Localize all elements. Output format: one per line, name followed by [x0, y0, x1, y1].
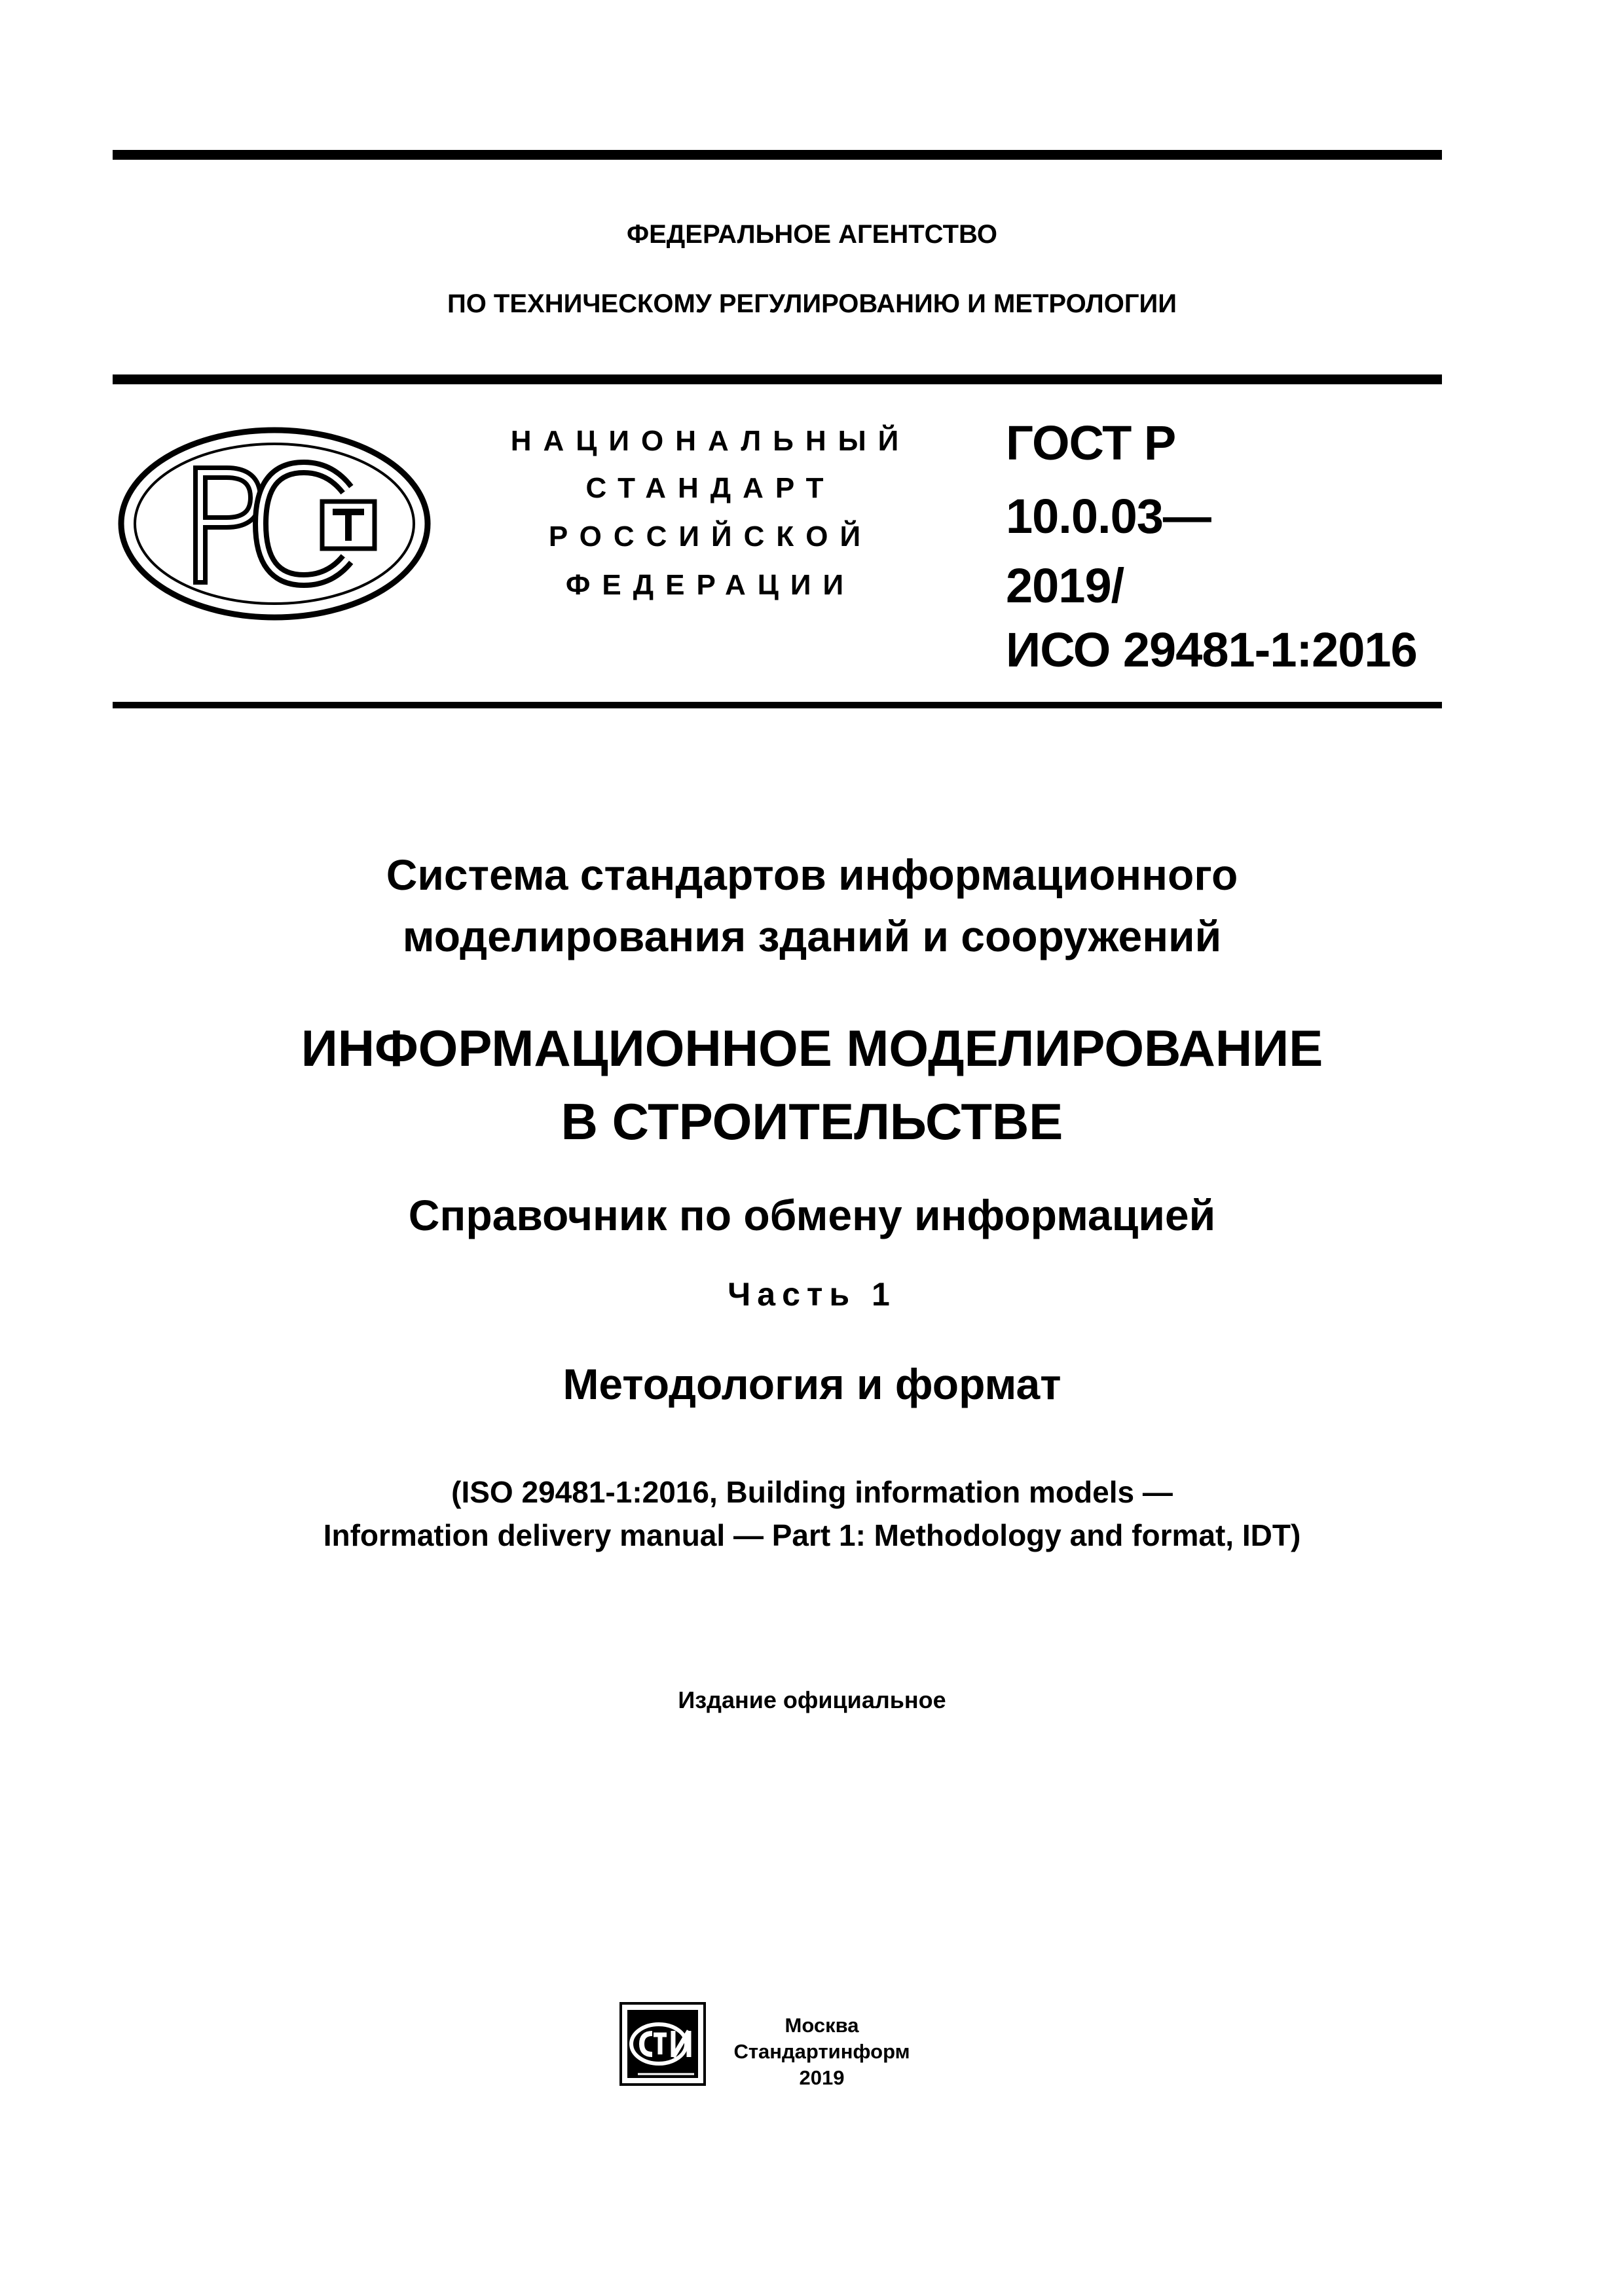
main-title-line-1: ИНФОРМАЦИОННОЕ МОДЕЛИРОВАНИЕ	[301, 1019, 1323, 1077]
national-standard-line-4: ФЕДЕРАЦИИ	[565, 569, 856, 601]
designation-line-3: 2019/	[1006, 558, 1124, 613]
designation-line-1: ГОСТ Р	[1006, 416, 1176, 470]
header-rule	[113, 374, 1442, 384]
designation-line-4: ИСО 29481-1:2016	[1006, 623, 1417, 677]
designation-line-2: 10.0.03—	[1006, 489, 1211, 543]
agency-line-2: ПО ТЕХНИЧЕСКОМУ РЕГУЛИРОВАНИЮ И МЕТРОЛОГИИ	[447, 289, 1177, 318]
national-standard-line-2: СТАНДАРТ	[585, 472, 836, 504]
edition-note: Издание официальное	[678, 1686, 946, 1713]
designation-rule	[113, 702, 1442, 708]
main-title-line-2: В СТРОИТЕЛЬСТВЕ	[561, 1093, 1063, 1150]
part-number: Часть 1	[728, 1276, 896, 1313]
series-title-line-2: моделирования зданий и сооружений	[402, 912, 1222, 960]
national-standard-line-1: НАЦИОНАЛЬНЫЙ	[510, 425, 911, 457]
national-standard-line-3: РОССИЙСКОЙ	[548, 520, 873, 553]
agency-line-1: ФЕДЕРАЛЬНОЕ АГЕНТСТВО	[626, 220, 998, 249]
iso-reference-line-1: (ISO 29481-1:2016, Building information models —	[451, 1475, 1173, 1509]
top-rule	[113, 150, 1442, 160]
series-title-line-1: Система стандартов информационного	[386, 850, 1238, 899]
publisher-city: Москва	[784, 2014, 859, 2037]
publisher-name: Стандартинформ	[733, 2040, 910, 2063]
standartinform-logo-icon	[618, 2001, 707, 2087]
part-title: Методология и формат	[563, 1360, 1061, 1408]
iso-reference-line-2: Information delivery manual — Part 1: Methodology and format, IDT)	[323, 1518, 1301, 1552]
publisher-year: 2019	[799, 2066, 845, 2089]
subtitle: Справочник по обмену информацией	[408, 1191, 1216, 1239]
rst-certification-mark-icon	[117, 426, 432, 622]
